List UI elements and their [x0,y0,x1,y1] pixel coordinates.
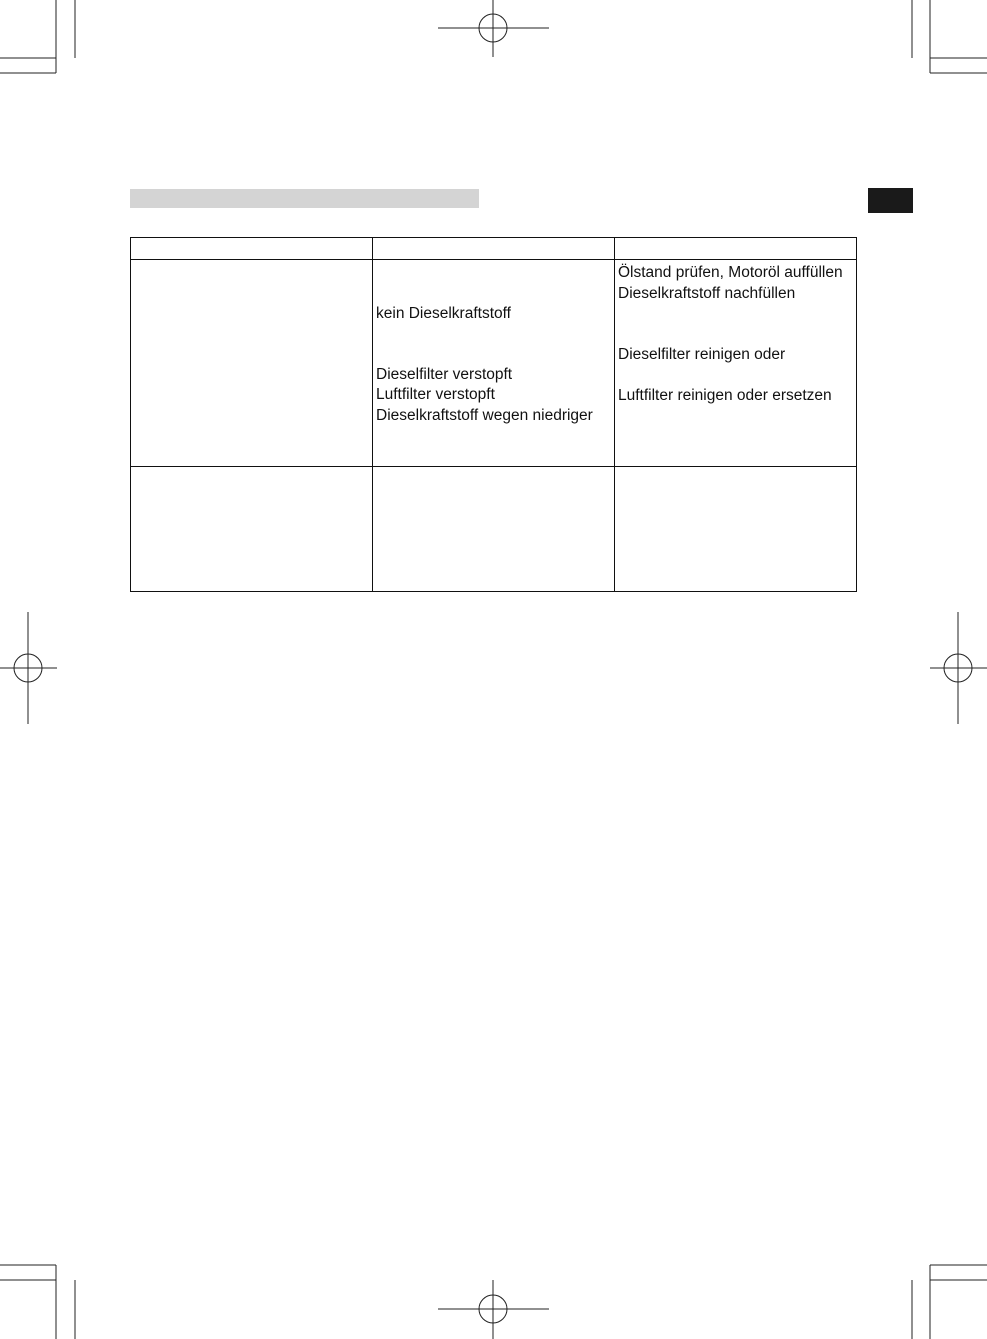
header-cell-cause [373,238,615,260]
table-header-row [131,238,857,260]
section-heading-bar [130,189,479,208]
header-cell-solution [615,238,857,260]
cause-line: kein Dieselkraftstoff [376,305,511,322]
cause-line: Luftfilter verstopft [376,386,495,403]
solution-line: Ölstand prüfen, Motoröl auffüllen [618,264,843,281]
solution-line: Dieselfilter reinigen oder [618,346,786,363]
table-row [131,260,857,467]
language-tab [868,188,913,213]
problem-cell [131,467,373,592]
cause-cell [373,260,615,467]
header-cell-problem [131,238,373,260]
solution-cell [615,260,857,467]
cause-cell [373,467,615,592]
solution-line: Dieselkraftstoff nachfüllen [618,285,796,302]
cause-line: Dieselfilter verstopft [376,366,513,383]
troubleshooting-table [130,237,857,592]
table-row [131,467,857,592]
solution-cell [615,467,857,592]
cause-line: Dieselkraftstoff wegen niedriger [376,407,593,424]
solution-line: Luftfilter reinigen oder ersetzen [618,387,832,404]
problem-cell [131,260,373,467]
